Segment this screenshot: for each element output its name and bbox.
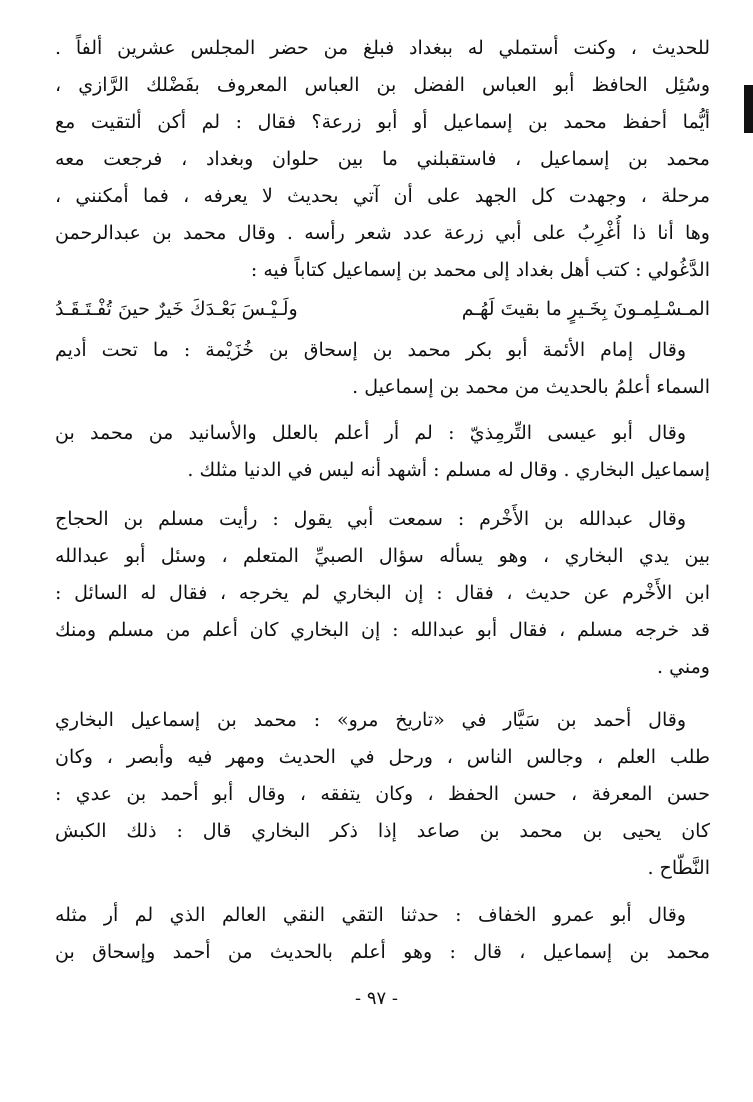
text-line: بين يدي البخاري ، وهو يسأله سؤال الصبيِّ المتعلم ، وسئل أبو عبدالله <box>55 545 710 567</box>
poem-verse <box>55 298 710 320</box>
text-line: محمد بن إسماعيل ، قال : وهو أعلم بالحديث من أحمد وإسحاق بن <box>55 941 710 963</box>
paragraph-5 <box>55 702 710 887</box>
text-line: كان يحيى بن محمد بن صاعد إذا ذكر البخاري قال : ذلك الكبش <box>55 820 710 842</box>
page-edge-tab <box>744 85 753 133</box>
paragraph-1 <box>55 30 710 289</box>
text-line: محمد بن إسماعيل ، فاستقبلني ما بين حلوان وبغداد ، فرجعت معه <box>55 148 710 170</box>
verse-first-hemistich: المـسْـلِمـونَ بِخَـيرٍ ما بقيتَ لَهُـم <box>461 298 710 320</box>
text-line: وها أنا ذا أُغْرِبُ على أبي زرعة عدد شعر رأسه . وقال محمد بن عبدالرحمن <box>55 222 710 244</box>
text-line: وقال أبو عمرو الخفاف : حدثنا التقي النقي العالم الذي لم أر مثله <box>55 904 686 926</box>
text-line: حسن المعرفة ، حسن الحفظ ، وكان يتفقه ، وقال أبو أحمد بن عدي : <box>55 783 710 805</box>
text-line: طلب العلم ، وجالس الناس ، ورحل في الحديث ومهر فيه وأبصر ، وكان <box>55 746 710 768</box>
text-line: أيُّما أحفظ محمد بن إسماعيل أو أبو زرعة؟ فقال : لم أكن ألتقيت مع <box>55 111 710 133</box>
text-line: مرحلة ، وجهدت كل الجهد على أن آتي بحديث لا يعرفه ، فما أمكنني ، <box>55 185 710 207</box>
text-line: وقال أحمد بن سَيَّار في «تاريخ مرو» : محمد بن إسماعيل البخاري <box>55 709 686 731</box>
text-line: وقال أبو عيسى التِّرمِذيّ : لم أر أعلم بالعلل والأسانيد من محمد بن <box>55 422 686 444</box>
text-line: إسماعيل البخاري . وقال له مسلم : أشهد أنه ليس في الدنيا مثلك . <box>187 459 710 481</box>
paragraph-2 <box>55 332 710 406</box>
text-line: ومني . <box>656 656 710 678</box>
paragraph-4 <box>55 501 710 686</box>
paragraph-3 <box>55 415 710 489</box>
text-line: للحديث ، وكنت أستملي له ببغداد فبلغ من حضر المجلس عشرين ألفاً . <box>55 37 710 59</box>
text-line: وقال عبدالله بن الأَخْرم : سمعت أبي يقول : رأيت مسلم بن الحجاج <box>55 508 686 530</box>
text-line: ابن الأَخْرم عن حديث ، فقال : إن البخاري لم يخرجه ، فقال له السائل : <box>55 582 710 604</box>
page-number: - ٩٧ - <box>355 988 398 1009</box>
text-line: قد خرجه مسلم ، فقال أبو عبدالله : إن البخاري كان أعلم من مسلم ومنك <box>55 619 710 641</box>
paragraph-6 <box>55 897 710 971</box>
verse-second-hemistich: ولَـيْـسَ بَعْـدَكَ خَيرٌ حينَ تُفْـتَـقَـدُ <box>55 298 298 320</box>
text-line: السماء أعلمُ بالحديث من محمد بن إسماعيل . <box>352 376 710 398</box>
text-line: وقال إمام الأئمة أبو بكر محمد بن إسحاق بن خُزَيْمة : ما تحت أديم <box>55 339 686 361</box>
text-line: وسُئِل الحافظ أبو العباس الفضل بن العباس المعروف بفَضْلك الرَّازي ، <box>55 74 710 96</box>
text-line: الدَّغُولي : كتب أهل بغداد إلى محمد بن إسماعيل كتاباً فيه : <box>250 259 710 281</box>
text-line: النَّطّاح . <box>647 857 710 879</box>
